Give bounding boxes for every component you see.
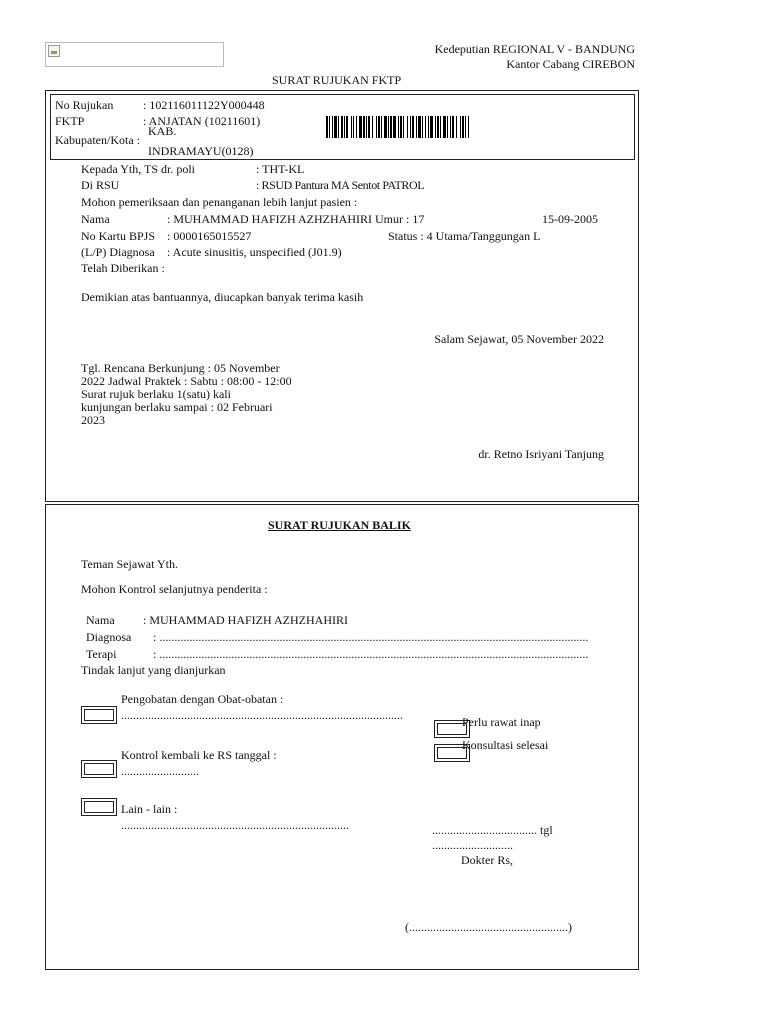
rencana-line-1: Tgl. Rencana Berkunjung : 05 November: [81, 361, 280, 375]
kartu-label: No Kartu BPJS: [81, 229, 156, 243]
diagnosa-value: : Acute sinusitis, unspecified (J01.9): [167, 245, 342, 259]
broken-image-icon: [48, 45, 60, 57]
barcode-bar: [469, 116, 472, 138]
lain-checkbox[interactable]: [81, 798, 117, 816]
obat-dots: ..............................................................................................: [121, 708, 403, 722]
balik-nama-label: Nama: [86, 613, 115, 627]
branch-label: Kantor Cabang CIREBON: [506, 57, 635, 71]
tgl-line: ................................... tgl: [432, 823, 553, 837]
lain-dots: ............................................................................: [121, 818, 349, 832]
rawat-inap-label: Perlu rawat inap: [462, 715, 541, 729]
rencana-line-3: Surat rujuk berlaku 1(satu) kali: [81, 387, 231, 401]
tgl-dots: ...........................: [432, 838, 513, 852]
balik-terapi-field: : ...............................................................................................................................................: [153, 647, 589, 661]
salam-text: Salam Sejawat, 05 November 2022: [434, 332, 604, 346]
rsu-label: Di RSU: [81, 178, 120, 192]
fktp-value: : ANJATAN (10211601): [143, 114, 261, 128]
no-rujukan-label: No Rujukan: [55, 98, 114, 112]
kabupaten-value-2: INDRAMAYU(0128): [148, 144, 254, 158]
logo-image: [45, 42, 224, 67]
fktp-label: FKTP: [55, 114, 85, 128]
kartu-value: : 0000165015527: [167, 229, 252, 243]
tindak-lanjut-label: Tindak lanjut yang dianjurkan: [81, 663, 226, 677]
no-rujukan-value: : 102116011122Y000448: [143, 98, 265, 112]
kontrol-dots: ..........................: [121, 764, 199, 778]
dokter-rs-label: Dokter Rs,: [461, 853, 513, 867]
rencana-line-5: 2023: [81, 413, 105, 427]
kabupaten-value-1: KAB.: [148, 124, 177, 138]
nama-value: : MUHAMMAD HAFIZH AZHZHAHIRI Umur : 17: [167, 212, 425, 226]
barcode: [326, 116, 472, 138]
diberikan-text: Telah Diberikan :: [81, 261, 165, 275]
demikian-text: Demikian atas bantuannya, diucapkan banyak terima kasih: [81, 290, 364, 304]
document-title: SURAT RUJUKAN FKTP: [272, 73, 402, 87]
mohon-kontrol-text: Mohon Kontrol selanjutnya penderita :: [81, 582, 268, 596]
status-text: Status : 4 Utama/Tanggungan L: [388, 229, 541, 243]
balik-terapi-label: Terapi: [86, 647, 117, 661]
lain-label: Lain - lain :: [121, 802, 178, 816]
obat-checkbox[interactable]: [81, 706, 117, 724]
tanggal-lahir: 15-09-2005: [542, 212, 598, 226]
kepada-value: : THT-KL: [256, 162, 305, 176]
teman-text: Teman Sejawat Yth.: [81, 557, 179, 571]
doctor-name: dr. Retno Isriyani Tanjung: [478, 447, 604, 461]
nama-label: Nama: [81, 212, 110, 226]
balik-diagnosa-field: : ...............................................................................................................................................: [153, 630, 589, 644]
rujukan-balik-frame: [45, 504, 639, 970]
regional-label: Kedeputian REGIONAL V - BANDUNG: [434, 42, 635, 56]
diagnosa-label: (L/P) Diagnosa: [81, 245, 155, 259]
signature-line: (.....................................................): [405, 920, 572, 934]
konsultasi-label: Konsultasi selesai: [462, 738, 549, 752]
rencana-line-4: kunjungan berlaku sampai : 02 Februari: [81, 400, 273, 414]
kabupaten-label: Kabupaten/Kota :: [55, 133, 140, 147]
kepada-label: Kepada Yth, TS dr. poli: [81, 162, 195, 176]
obat-label: Pengobatan dengan Obat-obatan :: [121, 692, 284, 706]
rencana-line-2: 2022 Jadwal Praktek : Sabtu : 08:00 - 12:00: [81, 374, 292, 388]
mohon-text: Mohon pemeriksaan dan penanganan lebih lanjut pasien :: [81, 195, 358, 209]
balik-nama-value: : MUHAMMAD HAFIZH AZHZHAHIRI: [143, 613, 348, 627]
balik-diagnosa-label: Diagnosa: [86, 630, 132, 644]
rsu-value: : RSUD Pantura MA Sentot PATROL: [256, 178, 425, 192]
rujukan-balik-title: SURAT RUJUKAN BALIK: [268, 518, 411, 532]
kontrol-checkbox[interactable]: [81, 760, 117, 778]
kontrol-label: Kontrol kembali ke RS tanggal :: [121, 748, 277, 762]
